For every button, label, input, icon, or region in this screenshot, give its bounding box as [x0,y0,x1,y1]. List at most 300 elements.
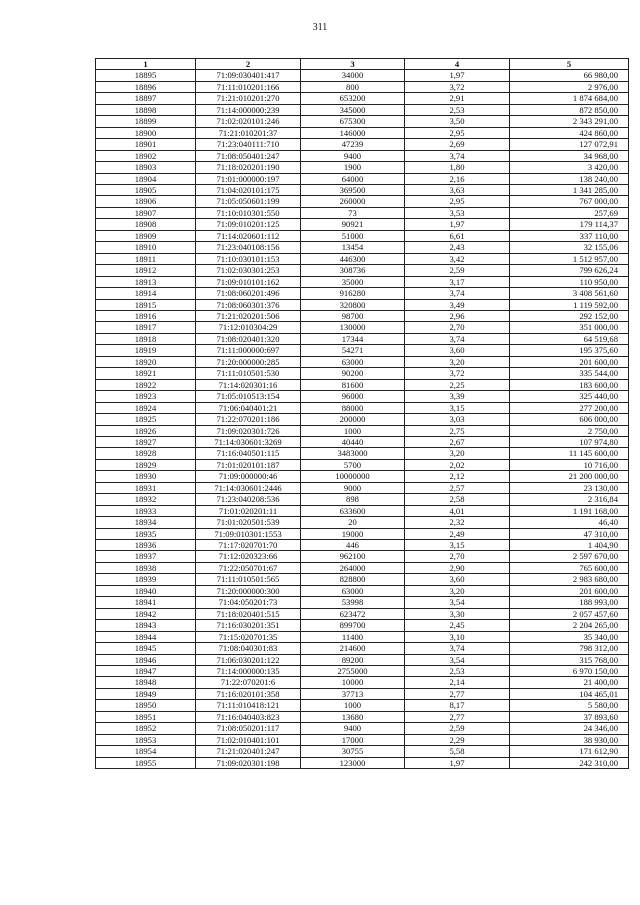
table-row [96,322,629,333]
table-cell-col2: 71:14:000000:239 [196,104,301,115]
table-row [96,620,629,631]
table-cell-col5: 64 519,68 [510,333,629,344]
table-cell-col2: 71:09:010201:125 [196,219,301,230]
table-row [96,597,629,608]
table-cell-col5: 183 600,00 [510,379,629,390]
table-cell-col5: 21 200 000,00 [510,471,629,482]
table-cell-col2: 71:09:000000:46 [196,471,301,482]
table-row [96,757,629,768]
table-cell-col2: 71:04:050201:73 [196,597,301,608]
table-cell-col1: 18925 [96,414,196,425]
table-cell-col5: 257,69 [510,207,629,218]
table-cell-col3: 369500 [301,184,405,195]
table-cell-col4: 3,20 [405,448,510,459]
table-cell-col5: 104 465,01 [510,688,629,699]
table-cell-col4: 2,53 [405,666,510,677]
table-cell-col4: 2,95 [405,196,510,207]
table-cell-col2: 71:16:030201:351 [196,620,301,631]
table-cell-col2: 71:09:010101:162 [196,276,301,287]
table-cell-col3: 54271 [301,345,405,356]
table-row [96,528,629,539]
table-cell-col1: 18940 [96,585,196,596]
table-row [96,368,629,379]
table-cell-col5: 2 597 670,00 [510,551,629,562]
column-header-5: 5 [510,59,629,70]
table-row [96,551,629,562]
data-table [95,58,629,769]
table-cell-col4: 2,90 [405,562,510,573]
table-cell-col2: 71:10:030101:153 [196,253,301,264]
table-row [96,219,629,230]
table-cell-col1: 18937 [96,551,196,562]
table-cell-col5: 325 440,00 [510,391,629,402]
table-row [96,310,629,321]
table-cell-col1: 18906 [96,196,196,207]
table-cell-col2: 71:09:020301:726 [196,425,301,436]
table-cell-col2: 71:08:050401:247 [196,150,301,161]
table-cell-col1: 18949 [96,688,196,699]
table-cell-col1: 18897 [96,93,196,104]
table-cell-col3: 898 [301,494,405,505]
table-cell-col3: 123000 [301,757,405,768]
page-number: 311 [312,22,328,33]
table-cell-col4: 2,32 [405,517,510,528]
table-cell-col5: 24 346,00 [510,723,629,734]
table-cell-col3: 11400 [301,631,405,642]
table-cell-col2: 71:11:010418:121 [196,700,301,711]
table-cell-col2: 71:08:020401:320 [196,333,301,344]
table-cell-col4: 3,54 [405,654,510,665]
table-cell-col2: 71:09:020301:198 [196,757,301,768]
table-cell-col3: 446300 [301,253,405,264]
table-cell-col1: 18908 [96,219,196,230]
table-row [96,654,629,665]
table-cell-col5: 1 874 684,00 [510,93,629,104]
table-cell-col5: 1 404,90 [510,540,629,551]
table-row [96,425,629,436]
table-cell-col2: 71:02:010401:101 [196,734,301,745]
table-cell-col3: 264000 [301,562,405,573]
table-cell-col2: 71:23:040108:156 [196,242,301,253]
table-cell-col3: 13454 [301,242,405,253]
table-cell-col4: 2,12 [405,471,510,482]
table-row [96,585,629,596]
table-cell-col5: 2 976,00 [510,81,629,92]
table-cell-col4: 2,25 [405,379,510,390]
table-cell-col3: 30755 [301,746,405,757]
table-cell-col5: 35 340,00 [510,631,629,642]
table-cell-col4: 1,80 [405,162,510,173]
table-cell-col2: 71:20:000000:285 [196,356,301,367]
table-cell-col2: 71:21:010201:270 [196,93,301,104]
table-cell-col1: 18922 [96,379,196,390]
table-row [96,482,629,493]
table-cell-col5: 3 408 561,60 [510,288,629,299]
table-cell-col5: 1 512 957,00 [510,253,629,264]
table-cell-col2: 71:02:030301:253 [196,265,301,276]
table-cell-col5: 201 600,00 [510,585,629,596]
table-cell-col3: 10000000 [301,471,405,482]
table-cell-col4: 3,72 [405,81,510,92]
table-cell-col2: 71:10:010301:550 [196,207,301,218]
table-row [96,276,629,287]
table-cell-col2: 71:08:060201:496 [196,288,301,299]
table-cell-col1: 18896 [96,81,196,92]
table-row [96,711,629,722]
table-cell-col2: 71:04:020101:175 [196,184,301,195]
table-cell-col4: 2,75 [405,425,510,436]
table-cell-col4: 2,43 [405,242,510,253]
table-cell-col1: 18930 [96,471,196,482]
table-cell-col2: 71:16:040501:115 [196,448,301,459]
table-cell-col5: 201 600,00 [510,356,629,367]
table-cell-col2: 71:11:010501:565 [196,574,301,585]
table-cell-col3: 53998 [301,597,405,608]
table-cell-col3: 90921 [301,219,405,230]
table-cell-col4: 6,61 [405,230,510,241]
table-row [96,517,629,528]
table-cell-col2: 71:15:020701:35 [196,631,301,642]
header-row [96,59,629,70]
table-cell-col2: 71:09:030401:417 [196,70,301,81]
table-row [96,207,629,218]
table-cell-col3: 214600 [301,643,405,654]
table-row [96,173,629,184]
table-cell-col5: 2 983 680,00 [510,574,629,585]
table-cell-col4: 2,57 [405,482,510,493]
table-cell-col3: 1900 [301,162,405,173]
table-cell-col1: 18903 [96,162,196,173]
table-cell-col4: 2,70 [405,551,510,562]
table-cell-col4: 3,10 [405,631,510,642]
table-cell-col4: 2,53 [405,104,510,115]
table-row [96,379,629,390]
table-cell-col3: 260000 [301,196,405,207]
table-cell-col5: 799 626,24 [510,265,629,276]
table-row [96,184,629,195]
table-cell-col2: 71:01:000000:197 [196,173,301,184]
table-cell-col1: 18899 [96,116,196,127]
table-cell-col4: 3,72 [405,368,510,379]
table-row [96,666,629,677]
table-row [96,688,629,699]
table-row [96,391,629,402]
table-cell-col1: 18907 [96,207,196,218]
table-cell-col1: 18914 [96,288,196,299]
table-cell-col1: 18913 [96,276,196,287]
table-cell-col5: 5 580,00 [510,700,629,711]
table-cell-col2: 71:11:010501:530 [196,368,301,379]
table-row [96,631,629,642]
column-header-3: 3 [301,59,405,70]
table-row [96,471,629,482]
table-cell-col2: 71:16:040403:823 [196,711,301,722]
table-row [96,150,629,161]
table-cell-col3: 653200 [301,93,405,104]
table-cell-col2: 71:23:040208:536 [196,494,301,505]
table-cell-col4: 2,14 [405,677,510,688]
table-cell-col3: 73 [301,207,405,218]
table-cell-col4: 3,60 [405,345,510,356]
table-row [96,459,629,470]
table-cell-col1: 18929 [96,459,196,470]
table-cell-col2: 71:08:060301:376 [196,299,301,310]
table-cell-col1: 18915 [96,299,196,310]
table-cell-col2: 71:08:040301:83 [196,643,301,654]
table-cell-col1: 18918 [96,333,196,344]
table-row [96,562,629,573]
table-cell-col5: 6 970 150,00 [510,666,629,677]
table-cell-col1: 18924 [96,402,196,413]
table-cell-col1: 18926 [96,425,196,436]
table-cell-col5: 188 993,00 [510,597,629,608]
table-cell-col3: 47239 [301,139,405,150]
table-row [96,93,629,104]
table-cell-col5: 47 310,00 [510,528,629,539]
table-row [96,608,629,619]
table-cell-col1: 18900 [96,127,196,138]
table-cell-col4: 2,91 [405,93,510,104]
table-cell-col3: 40440 [301,436,405,447]
table-cell-col1: 18895 [96,70,196,81]
table-cell-col4: 2,02 [405,459,510,470]
table-row [96,677,629,688]
table-cell-col5: 765 600,00 [510,562,629,573]
table-cell-col5: 335 544,00 [510,368,629,379]
table-cell-col3: 96000 [301,391,405,402]
table-row [96,345,629,356]
table-cell-col5: 337 110,00 [510,230,629,241]
table-cell-col2: 71:05:010513:154 [196,391,301,402]
table-cell-col3: 98700 [301,310,405,321]
table-cell-col5: 21 400,00 [510,677,629,688]
table-cell-col3: 17000 [301,734,405,745]
table-cell-col5: 2 343 291,00 [510,116,629,127]
column-header-2: 2 [196,59,301,70]
table-cell-col3: 1000 [301,425,405,436]
table-cell-col4: 2,77 [405,688,510,699]
table-cell-col5: 2 057 457,60 [510,608,629,619]
table-cell-col5: 23 130,00 [510,482,629,493]
table-row [96,70,629,81]
table-cell-col2: 71:06:030201:122 [196,654,301,665]
table-cell-col1: 18933 [96,505,196,516]
table-header [96,59,629,70]
table-cell-col3: 89200 [301,654,405,665]
table-cell-col3: 9000 [301,482,405,493]
table-cell-col2: 71:05:050601:199 [196,196,301,207]
table-row [96,746,629,757]
table-cell-col3: 345000 [301,104,405,115]
table-cell-col5: 315 768,00 [510,654,629,665]
table-cell-col4: 3,15 [405,402,510,413]
table-cell-col4: 2,29 [405,734,510,745]
table-cell-col3: 623472 [301,608,405,619]
table-row [96,116,629,127]
table-cell-col5: 34 968,00 [510,150,629,161]
table-cell-col2: 71:21:020201:506 [196,310,301,321]
table-cell-col1: 18916 [96,310,196,321]
table-row [96,81,629,92]
table-cell-col3: 146000 [301,127,405,138]
table-cell-col2: 71:21:010201:37 [196,127,301,138]
table-row [96,643,629,654]
table-cell-col3: 20 [301,517,405,528]
table-cell-col5: 424 860,00 [510,127,629,138]
table-cell-col4: 3,20 [405,585,510,596]
table-cell-col2: 71:17:020701:70 [196,540,301,551]
table-cell-col4: 3,50 [405,116,510,127]
table-cell-col3: 828800 [301,574,405,585]
table-cell-col4: 3,74 [405,643,510,654]
table-cell-col2: 71:01:020201:11 [196,505,301,516]
table-cell-col5: 242 310,00 [510,757,629,768]
table-cell-col5: 606 000,00 [510,414,629,425]
table-row [96,436,629,447]
table-cell-col1: 18944 [96,631,196,642]
table-cell-col4: 5,58 [405,746,510,757]
table-cell-col4: 2,16 [405,173,510,184]
table-cell-col1: 18934 [96,517,196,528]
table-row [96,127,629,138]
table-cell-col5: 127 072,91 [510,139,629,150]
table-cell-col5: 179 114,37 [510,219,629,230]
table-cell-col3: 633600 [301,505,405,516]
table-cell-col4: 3,15 [405,540,510,551]
table-cell-col4: 1,97 [405,70,510,81]
table-cell-col1: 18939 [96,574,196,585]
table-cell-col2: 71:20:000000:300 [196,585,301,596]
table-cell-col4: 3,03 [405,414,510,425]
table-cell-col1: 18931 [96,482,196,493]
table-cell-col1: 18950 [96,700,196,711]
table-row [96,104,629,115]
table-cell-col1: 18928 [96,448,196,459]
table-cell-col3: 17344 [301,333,405,344]
table-cell-col3: 9400 [301,723,405,734]
table-cell-col4: 2,49 [405,528,510,539]
table-cell-col3: 51000 [301,230,405,241]
table-row [96,299,629,310]
table-cell-col4: 2,77 [405,711,510,722]
table-cell-col2: 71:08:050201:117 [196,723,301,734]
table-cell-col5: 872 850,00 [510,104,629,115]
table-cell-col5: 38 930,00 [510,734,629,745]
table-cell-col1: 18946 [96,654,196,665]
table-cell-col4: 1,97 [405,219,510,230]
table-cell-col3: 13680 [301,711,405,722]
table-cell-col3: 10000 [301,677,405,688]
table-cell-col2: 71:22:070201:6 [196,677,301,688]
table-row [96,242,629,253]
table-cell-col3: 675300 [301,116,405,127]
column-header-1: 1 [96,59,196,70]
table-cell-col4: 2,69 [405,139,510,150]
table-cell-col2: 71:01:020501:539 [196,517,301,528]
table-cell-col4: 3,49 [405,299,510,310]
table-cell-col4: 2,45 [405,620,510,631]
table-cell-col2: 71:18:020201:190 [196,162,301,173]
table-cell-col3: 446 [301,540,405,551]
table-cell-col5: 277 200,00 [510,402,629,413]
table-cell-col3: 34000 [301,70,405,81]
table-cell-col4: 3,20 [405,356,510,367]
table-cell-col4: 2,95 [405,127,510,138]
table-cell-col3: 320800 [301,299,405,310]
table-cell-col5: 107 974,80 [510,436,629,447]
table-cell-col4: 3,74 [405,333,510,344]
table-row [96,196,629,207]
table-cell-col5: 195 375,60 [510,345,629,356]
table-cell-col2: 71:22:050701:67 [196,562,301,573]
table-cell-col3: 9400 [301,150,405,161]
column-header-4: 4 [405,59,510,70]
table-cell-col4: 8,17 [405,700,510,711]
table-cell-col1: 18936 [96,540,196,551]
table-cell-col3: 63000 [301,585,405,596]
table-cell-col2: 71:11:010201:166 [196,81,301,92]
table-cell-col1: 18948 [96,677,196,688]
table-cell-col1: 18938 [96,562,196,573]
table-cell-col2: 71:09:010301:1553 [196,528,301,539]
table-cell-col2: 71:23:040111:710 [196,139,301,150]
table-cell-col5: 46,40 [510,517,629,528]
table-cell-col1: 18947 [96,666,196,677]
table-cell-col4: 4,01 [405,505,510,516]
table-cell-col3: 35000 [301,276,405,287]
table-cell-col1: 18954 [96,746,196,757]
table-cell-col4: 2,58 [405,494,510,505]
table-row [96,540,629,551]
table-cell-col3: 64000 [301,173,405,184]
table-cell-col1: 18935 [96,528,196,539]
table-cell-col4: 3,30 [405,608,510,619]
table-cell-col3: 962100 [301,551,405,562]
table-row [96,700,629,711]
table-cell-col4: 2,59 [405,265,510,276]
table-cell-col1: 18923 [96,391,196,402]
table-cell-col1: 18943 [96,620,196,631]
table-cell-col1: 18909 [96,230,196,241]
table-cell-col4: 3,74 [405,150,510,161]
table-cell-col3: 800 [301,81,405,92]
table-cell-col1: 18905 [96,184,196,195]
table-cell-col1: 18911 [96,253,196,264]
table-row [96,288,629,299]
table-cell-col1: 18901 [96,139,196,150]
table-cell-col3: 37713 [301,688,405,699]
table-row [96,505,629,516]
table-cell-col1: 18910 [96,242,196,253]
table-cell-col1: 18912 [96,265,196,276]
table-cell-col1: 18952 [96,723,196,734]
table-cell-col3: 63000 [301,356,405,367]
table-cell-col1: 18920 [96,356,196,367]
table-cell-col3: 200000 [301,414,405,425]
table-cell-col5: 1 341 285,00 [510,184,629,195]
table-row [96,414,629,425]
table-cell-col1: 18953 [96,734,196,745]
table-row [96,230,629,241]
table-cell-col3: 19000 [301,528,405,539]
table-cell-col1: 18904 [96,173,196,184]
table-cell-col5: 1 191 168,00 [510,505,629,516]
table-cell-col1: 18951 [96,711,196,722]
table-body [96,70,629,769]
table-cell-col5: 2 750,00 [510,425,629,436]
table-cell-col3: 88000 [301,402,405,413]
table-row [96,402,629,413]
